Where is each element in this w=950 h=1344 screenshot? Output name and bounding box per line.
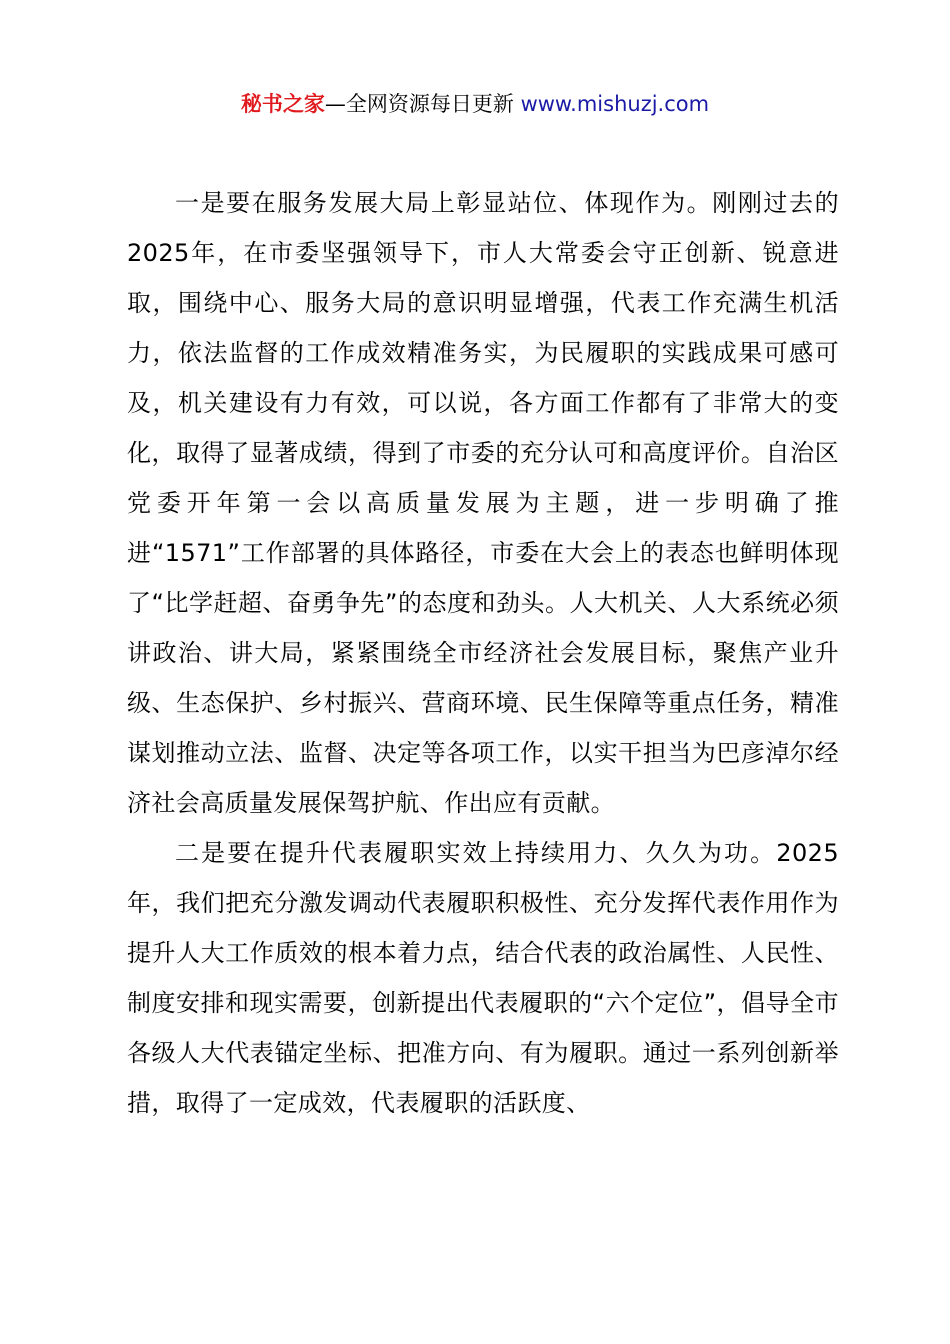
header-url-link[interactable]: www.mishuzj.com	[520, 92, 710, 116]
page-header	[0, 88, 950, 120]
paragraph-1: 一是要在服务发展大局上彰显站位、体现作为。刚刚过去的2025年，在市委坚强领导下，市人大常委会守正创新、锐意进取，围绕中心、服务大局的意识明显增强，代表工作充满生机活力，依法监督的工作成效精准务实，为民履职的实践成果可感可及，机关建设有力有效，可以说，各方面工作都有了非常大的变化，取得了显著成绩，得到了市委的充分认可和高度评价。自治区党委开年第一会以高质量发展为主题，进一步明确了推进“1571”工作部署的具体路径，市委在大会上的表态也鲜明体现了“比学赶超、奋勇争先”的态度和劲头。人大机关、人大系统必须讲政治、讲大局，紧紧围绕全市经济社会发展目标，聚焦产业升级、生态保护、乡村振兴、营商环境、民生保障等重点任务，精准谋划推动立法、监督、决定等各项工作，以实干担当为巴彦淖尔经济社会高质量发展保驾护航、作出应有贡献。	[127, 189, 839, 817]
header-slogan: —全网资源每日更新	[324, 92, 514, 116]
paragraph-2: 二是要在提升代表履职实效上持续用力、久久为功。2025年，我们把充分激发调动代表履职积极性、充分发挥代表作用作为提升人大工作质效的根本着力点，结合代表的政治属性、人民性、制度安排和现实需要，创新提出代表履职的“六个定位”，倡导全市各级人大代表锚定坐标、把准方向、有为履职。通过一系列创新举措，取得了一定成效，代表履职的活跃度、	[127, 839, 839, 1117]
header-brand: 秘书之家	[240, 92, 325, 116]
document-body	[127, 178, 839, 1128]
